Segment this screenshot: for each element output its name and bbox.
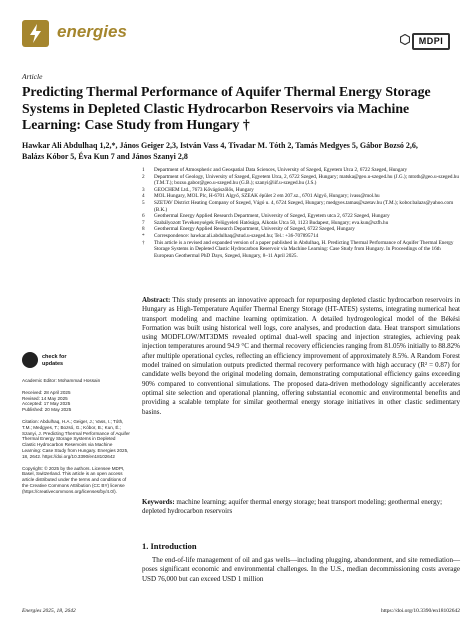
academic-editor: Academic Editor: Mohammad Hossain	[22, 378, 101, 383]
keywords-text: machine learning; aquifer thermal energy storage; heat transport modeling; geothermal energy; depleted hydrocarbon reservoirs	[142, 498, 443, 516]
journal-logo	[22, 20, 49, 47]
section-heading-introduction: 1. Introduction	[142, 541, 197, 551]
affiliation-text: Department of Geology, University of Szeged, Egyetem Utca, 2, 6722 Szeged, Hungary; matska@geo.u-szeged.hu (J.G.); mtoth@geo.u-szeged.hu (T.M.T.); bozso.gabor@geo.u-szeged.hu (G.B.); szanyi@iif.u-szeged.hu (J.S.)	[154, 173, 459, 187]
affiliation-text: SZETAV District Heating Company of Szeged, Vágó u. 4, 6724 Szeged, Hungary; medgyes.tamas@szetav.hu (T.M.); kobor.balazs@yahoo.com (B.K.)	[154, 199, 454, 213]
footer-citation: Energies 2025, 18, 2642	[22, 608, 76, 614]
affiliation-number: 4	[142, 193, 145, 200]
affiliation-item	[142, 167, 460, 174]
check-updates-icon	[22, 352, 38, 368]
affiliation-text: Department of Atmospheric and Geospatial Data Sciences, University of Szeged, Egyetem Utca 2, 6722 Szeged, Hungary	[154, 167, 408, 173]
affiliation-item	[142, 174, 460, 187]
abstract-label: Abstract:	[142, 296, 171, 304]
affiliation-number: 6	[142, 213, 145, 220]
affiliation-number: 2	[142, 173, 145, 180]
lightning-icon	[22, 20, 49, 47]
affiliation-text: MOL Hungary, MOL Plc, H-6701 Algyő, SZEAK épület 2 em 207.sz., 6701 Algyő, Hungary; ivass@mol.hu	[154, 193, 380, 200]
keywords-label: Keywords:	[142, 498, 175, 506]
affiliation-number: 3	[142, 186, 145, 193]
author-list[interactable]: Hawkar Ali Abdulhaq 1,2,*, János Geiger 2,3, István Vass 4, Tivadar M. Tóth 2, Tamás Medgyes 5, Gábor Bozsó 2,6, Balázs Kóbor 5, Éva Kun 7 and János Szanyi 2,8	[22, 141, 418, 161]
affiliation-number: *	[142, 232, 145, 239]
affiliation-number: 5	[142, 199, 145, 206]
affiliations	[142, 167, 460, 259]
revised-date: Revised: 14 May 2025	[22, 395, 68, 401]
published-date: Published: 20 May 2025	[22, 407, 72, 413]
introduction-paragraph: The end-of-life management of oil and gas wells—including plugging, abandonment, and site remediation—poses significant economic and environmental challenges. In the U.S., median decommissioning costs average USD 76,000 but can exceed USD 1 million	[142, 556, 460, 583]
publisher-logo: MDPI	[412, 33, 450, 50]
affiliation-item	[142, 226, 460, 233]
article-title: Predicting Thermal Performance of Aquifer Thermal Energy Storage Systems in Depleted Clastic Hydrocarbon Reservoirs via Machine Learning: Case Study from Hungary †	[22, 84, 431, 132]
affiliation-item	[142, 213, 460, 220]
check-for-updates-badge[interactable]	[22, 352, 78, 372]
affiliation-number: 1	[142, 167, 145, 173]
mdpi-hex-icon	[400, 34, 410, 45]
affiliation-item	[142, 240, 460, 260]
affiliation-text: Geothermal Energy Applied Research Department, University of Szeged, 6722 Szeged, Hungary	[154, 226, 355, 233]
journal-name: energies	[57, 22, 127, 41]
affiliation-item	[142, 193, 460, 200]
affiliation-number: 8	[142, 226, 145, 233]
affiliation-item	[142, 200, 460, 213]
accepted-date: Accepted: 17 May 2025	[22, 401, 71, 407]
abstract-text: This study presents an innovative approach for repurposing depleted clastic hydrocarbon reservoirs in Hungary as High-Temperature Aquifer Thermal Energy Storage (HT-ATES) systems, integrating numerical heat transport modeling and machine learning optimization. A detailed hydrogeological model of the Békési Formation was built using historical well logs, core analyses, and production data. Heat transport simulations using MODFLOW/MT3DMS revealed optimal dual-well spacing and injection strategies, achieving peak injection temperatures around 94.9 °C and thermal recovery efficiencies ranging from 81.05% initially to 88.82% after multiple operational cycles, reflecting an efficiency improvement of approximately 8.5%. A Random Forest model trained on simulation outputs predicted thermal recovery performance with high accuracy (R² = 0.87) for candidate wells beyond the original modeling domain, demonstrating computational efficiency gains exceeding 90% compared to conventional simulations. The proposed data-driven methodology significantly accelerates optimal site selection and operational planning, offering substantial economic and environmental benefits and providing a scalable template for similar geothermal energy storage initiatives in other clastic sedimentary basins.	[142, 296, 460, 416]
affiliation-number: 7	[142, 219, 145, 226]
abstract	[142, 296, 460, 417]
affiliation-text: Szabályozott Tevékenységek Felügyeleti Hatósága, Alkotás Utca 50, 1123 Budapest, Hungary; eva.kun@szfh.hu	[154, 219, 389, 226]
affiliation-item	[142, 187, 460, 194]
affiliation-item	[142, 233, 460, 240]
citation[interactable]: Citation: Abdulhaq, H.A.; Geiger, J.; Vass, I.; Tóth, T.M.; Medgyes, T.; Bozsó, G.; Kóbor, B.; Kun, É.; Szanyi, J. Predicting Thermal Performance of Aquifer Thermal Energy Storage Systems in Depleted Clastic Hydrocarbon Reservoirs via Machine Learning: Case Study from Hungary. Energies 2025, 18, 2642. https://doi.org/10.3390/en18102642	[22, 418, 130, 459]
affiliation-number: †	[142, 239, 145, 246]
affiliation-text: Geothermal Energy Applied Research Department, University of Szeged, Egyetem utca 2, 6722 Szeged, Hungary	[154, 213, 390, 220]
affiliation-text: This article is a revised and expanded version of a paper published in Abdulhaq, H. Predicting Thermal Performance of Aquifer Thermal Energy Storage Systems in Depleted Clastic Hydrocarbon Reservoir via Machine Learning: Case Study from Hungary. In Proceedings of the 16th European Geothermal PhD Days, Szeged, Hungary, 8–11 April 2025.	[154, 239, 454, 259]
sidebar-info	[22, 378, 130, 495]
affiliation-text: GEOCHEM Ltd., 7673 Kővágószőlős, Hungary	[154, 186, 254, 193]
received-date: Received: 28 April 2025	[22, 389, 71, 395]
article-type: Article	[22, 72, 43, 81]
check-updates-label: check for updates	[42, 354, 67, 367]
keywords	[142, 498, 460, 517]
copyright-notice: Copyright: © 2025 by the authors. Licensee MDPI, Basel, Switzerland. This article is an open access article distributed under the terms and conditions of the Creative Commons Attribution (CC BY) license (https://creativecommons.org/licenses/by/4.0/).	[22, 465, 127, 494]
footer-doi[interactable]: https://doi.org/10.3390/en18102642	[380, 608, 460, 614]
affiliation-text: Correspondence: hawkar.ali.abdulhaq@stud.u-szeged.hu; Tel.: +36-707895714	[154, 232, 319, 239]
